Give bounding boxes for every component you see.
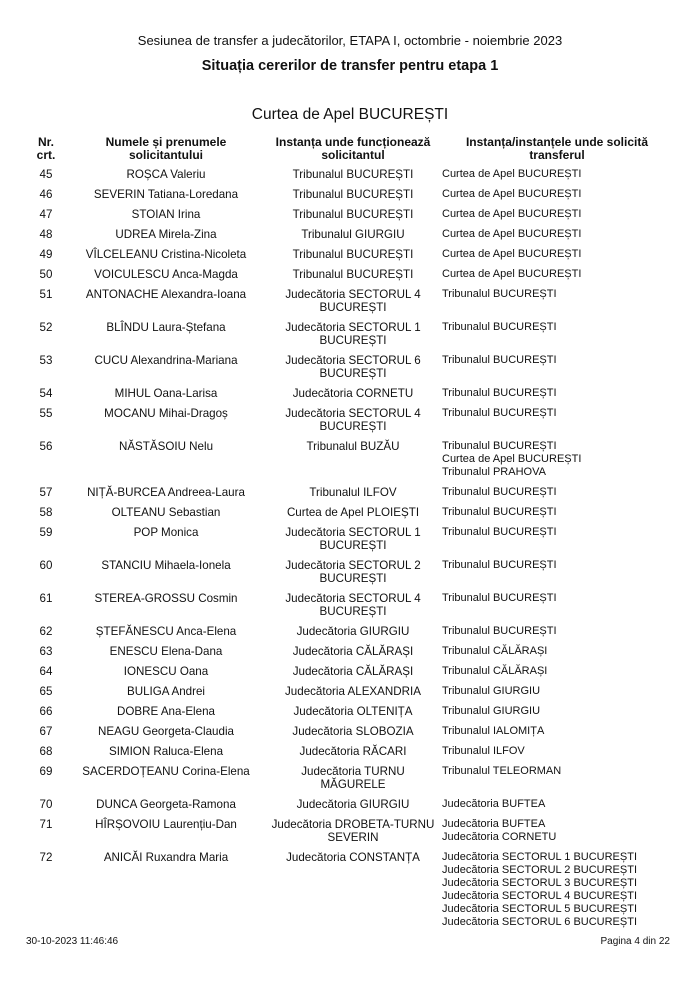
- current-institution: Judecătoria SECTORUL 1 BUCUREȘTI: [285, 321, 421, 347]
- row-number: 59: [39, 526, 53, 539]
- column-header-name: Numele și prenumele solicitantului: [105, 135, 227, 162]
- requested-institution: Tribunalul BUCUREȘTI: [442, 526, 557, 538]
- row-number: 63: [39, 645, 53, 658]
- table-row: [26, 387, 674, 407]
- requested-institution: Tribunalul BUCUREȘTI: [442, 559, 557, 571]
- current-institution: Judecătoria DROBETA-TURNU SEVERIN: [271, 818, 435, 844]
- row-number: 46: [39, 188, 53, 201]
- requested-institution: Curtea de Apel BUCUREȘTI: [442, 453, 582, 465]
- requested-institutions: [440, 407, 674, 440]
- requested-institutions: [440, 208, 674, 228]
- applicant-name: VÎLCELEANU Cristina-Nicoleta: [85, 248, 247, 261]
- row-number: 60: [39, 559, 53, 572]
- table-row: [26, 268, 674, 288]
- applicant-name: HÎRȘOVOIU Laurențiu-Dan: [95, 818, 237, 831]
- table-row: [26, 168, 674, 188]
- row-number: 57: [39, 486, 53, 499]
- requested-institution: Curtea de Apel BUCUREȘTI: [442, 248, 582, 260]
- current-institution: Tribunalul BUCUREȘTI: [292, 188, 414, 201]
- current-institution: Judecătoria SECTORUL 4 BUCUREȘTI: [285, 592, 421, 618]
- column-header-institution: Instanța unde funcționează solicitantul: [275, 135, 431, 162]
- current-institution: Tribunalul BUCUREȘTI: [292, 168, 414, 181]
- row-number: 61: [39, 592, 53, 605]
- row-number: 69: [39, 765, 53, 778]
- requested-institutions: [440, 665, 674, 685]
- current-institution: Judecătoria RĂCARI: [299, 745, 407, 758]
- row-number: 68: [39, 745, 53, 758]
- requested-institution: Tribunalul BUCUREȘTI: [442, 592, 557, 604]
- table-header-row: [26, 136, 674, 168]
- table-row: [26, 486, 674, 506]
- requested-institutions: [440, 486, 674, 506]
- applicant-name: DUNCA Georgeta-Ramona: [96, 798, 236, 811]
- table-row: [26, 625, 674, 645]
- row-number: 65: [39, 685, 53, 698]
- requested-institution: Tribunalul BUCUREȘTI: [442, 354, 557, 366]
- current-institution: Judecătoria CORNETU: [292, 387, 414, 400]
- row-number: 71: [39, 818, 53, 831]
- current-institution: Tribunalul GIURGIU: [301, 228, 405, 241]
- requested-institutions: [440, 851, 674, 936]
- current-institution: Judecătoria SECTORUL 4 BUCUREȘTI: [285, 288, 421, 314]
- current-institution: Judecătoria SECTORUL 1 BUCUREȘTI: [285, 526, 421, 552]
- requested-institution: Curtea de Apel BUCUREȘTI: [442, 228, 582, 240]
- applicant-name: ȘTEFĂNESCU Anca-Elena: [95, 625, 237, 638]
- applicant-name: UDREA Mirela-Zina: [115, 228, 217, 241]
- table-row: [26, 407, 674, 440]
- column-header-requested: Instanța/instanțele unde solicită transferul: [465, 135, 649, 162]
- requested-institution: Curtea de Apel BUCUREȘTI: [442, 188, 582, 200]
- applicant-name: ANICĂI Ruxandra Maria: [103, 851, 229, 864]
- applicant-name: OLTEANU Sebastian: [111, 506, 221, 519]
- current-institution: Judecătoria CONSTANȚA: [286, 851, 420, 864]
- table-row: [26, 506, 674, 526]
- row-number: 66: [39, 705, 53, 718]
- applicant-name: STANCIU Mihaela-Ionela: [101, 559, 231, 572]
- requested-institution: Tribunalul TELEORMAN: [442, 765, 562, 777]
- requested-institution: Curtea de Apel BUCUREȘTI: [442, 208, 582, 220]
- requested-institution: Curtea de Apel BUCUREȘTI: [442, 168, 582, 180]
- applicant-name: DOBRE Ana-Elena: [117, 705, 215, 718]
- applicant-name: MOCANU Mihai-Dragoș: [104, 407, 228, 420]
- requested-institutions: [440, 645, 674, 665]
- requested-institution: Tribunalul GIURGIU: [442, 705, 541, 717]
- row-number: 62: [39, 625, 53, 638]
- applicant-name: STEREA-GROSSU Cosmin: [94, 592, 238, 605]
- current-institution: Judecătoria CĂLĂRAȘI: [292, 665, 414, 678]
- table-row: [26, 798, 674, 818]
- requested-institutions: [440, 354, 674, 387]
- requested-institution: Tribunalul CĂLĂRAȘI: [442, 665, 548, 677]
- applicant-name: MIHUL Oana-Larisa: [114, 387, 218, 400]
- requested-institution: Tribunalul BUCUREȘTI: [442, 486, 557, 498]
- row-number: 55: [39, 407, 53, 420]
- requested-institutions: [440, 188, 674, 208]
- applicant-name: ROȘCA Valeriu: [126, 168, 206, 181]
- table-row: [26, 354, 674, 387]
- table-row: [26, 645, 674, 665]
- requested-institution: Tribunalul BUCUREȘTI: [442, 440, 557, 452]
- requested-institution: Tribunalul BUCUREȘTI: [442, 321, 557, 333]
- table-row: [26, 188, 674, 208]
- transfer-requests-table: [26, 136, 674, 936]
- requested-institutions: [440, 559, 674, 592]
- requested-institutions: [440, 745, 674, 765]
- table-row: [26, 208, 674, 228]
- table-row: [26, 440, 674, 486]
- current-institution: Judecătoria OLTENIȚA: [293, 705, 413, 718]
- requested-institutions: [440, 625, 674, 645]
- row-number: 51: [39, 288, 53, 301]
- requested-institutions: [440, 705, 674, 725]
- requested-institution: Tribunalul PRAHOVA: [442, 466, 546, 478]
- table-row: [26, 851, 674, 936]
- table-row: [26, 248, 674, 268]
- requested-institution: Judecătoria SECTORUL 5 BUCUREȘTI: [442, 903, 638, 915]
- applicant-name: POP Monica: [133, 526, 199, 539]
- table-row: [26, 288, 674, 321]
- current-institution: Judecătoria SECTORUL 4 BUCUREȘTI: [285, 407, 421, 433]
- requested-institution: Judecătoria SECTORUL 2 BUCUREȘTI: [442, 864, 638, 876]
- applicant-name: ANTONACHE Alexandra-Ioana: [85, 288, 247, 301]
- current-institution: Judecătoria GIURGIU: [296, 625, 410, 638]
- table-row: [26, 818, 674, 851]
- requested-institutions: [440, 288, 674, 321]
- table-row: [26, 665, 674, 685]
- applicant-name: IONESCU Oana: [123, 665, 209, 678]
- table-row: [26, 592, 674, 625]
- requested-institution: Tribunalul BUCUREȘTI: [442, 387, 557, 399]
- row-number: 58: [39, 506, 53, 519]
- table-row: [26, 705, 674, 725]
- applicant-name: NĂSTĂSOIU Nelu: [118, 440, 214, 453]
- applicant-name: ENESCU Elena-Dana: [109, 645, 223, 658]
- current-institution: Judecătoria TURNU MĂGURELE: [301, 765, 405, 791]
- row-number: 49: [39, 248, 53, 261]
- row-number: 54: [39, 387, 53, 400]
- requested-institution: Judecătoria CORNETU: [442, 831, 557, 843]
- row-number: 47: [39, 208, 53, 221]
- row-number: 64: [39, 665, 53, 678]
- current-institution: Judecătoria GIURGIU: [296, 798, 410, 811]
- current-institution: Tribunalul BUCUREȘTI: [292, 268, 414, 281]
- requested-institution: Tribunalul ILFOV: [442, 745, 525, 757]
- table-row: [26, 228, 674, 248]
- requested-institution: Tribunalul BUCUREȘTI: [442, 407, 557, 419]
- current-institution: Tribunalul BUCUREȘTI: [292, 208, 414, 221]
- current-institution: Tribunalul BUZĂU: [306, 440, 400, 453]
- current-institution: Judecătoria ALEXANDRIA: [285, 685, 421, 698]
- requested-institution: Judecătoria SECTORUL 3 BUCUREȘTI: [442, 877, 638, 889]
- requested-institution: Tribunalul BUCUREȘTI: [442, 288, 557, 300]
- current-institution: Judecătoria SECTORUL 6 BUCUREȘTI: [285, 354, 421, 380]
- requested-institutions: [440, 440, 674, 486]
- document-title: Situația cererilor de transfer pentru etapa 1: [201, 58, 499, 74]
- requested-institutions: [440, 685, 674, 705]
- current-institution: Judecătoria SECTORUL 2 BUCUREȘTI: [285, 559, 421, 585]
- requested-institutions: [440, 506, 674, 526]
- current-institution: Tribunalul ILFOV: [309, 486, 397, 499]
- requested-institutions: [440, 798, 674, 818]
- current-institution: Curtea de Apel PLOIEȘTI: [286, 506, 420, 519]
- row-number: 70: [39, 798, 53, 811]
- row-number: 45: [39, 168, 53, 181]
- requested-institutions: [440, 818, 674, 851]
- requested-institution: Judecătoria SECTORUL 4 BUCUREȘTI: [442, 890, 638, 902]
- row-number: 72: [39, 851, 53, 864]
- table-body: [26, 168, 674, 936]
- applicant-name: SIMION Raluca-Elena: [108, 745, 224, 758]
- applicant-name: NIȚĂ-BURCEA Andreea-Laura: [87, 486, 245, 499]
- row-number: 50: [39, 268, 53, 281]
- current-institution: Tribunalul BUCUREȘTI: [292, 248, 414, 261]
- applicant-name: NEAGU Georgeta-Claudia: [98, 725, 234, 738]
- requested-institutions: [440, 248, 674, 268]
- requested-institution: Tribunalul BUCUREȘTI: [442, 625, 557, 637]
- current-institution: Judecătoria CĂLĂRAȘI: [292, 645, 414, 658]
- row-number: 53: [39, 354, 53, 367]
- requested-institution: Tribunalul GIURGIU: [442, 685, 541, 697]
- applicant-name: BULIGA Andrei: [127, 685, 205, 698]
- row-number: 48: [39, 228, 53, 241]
- requested-institution: Judecătoria SECTORUL 1 BUCUREȘTI: [442, 851, 638, 863]
- applicant-name: BLÎNDU Laura-Ștefana: [106, 321, 226, 334]
- requested-institution: Judecătoria BUFTEA: [442, 798, 546, 810]
- requested-institution: Tribunalul CĂLĂRAȘI: [442, 645, 548, 657]
- timestamp: 30-10-2023 11:46:46: [26, 936, 119, 947]
- requested-institutions: [440, 725, 674, 745]
- requested-institutions: [440, 268, 674, 288]
- table-row: [26, 745, 674, 765]
- current-institution: Judecătoria SLOBOZIA: [292, 725, 414, 738]
- requested-institution: Judecătoria BUFTEA: [442, 818, 546, 830]
- requested-institution: Judecătoria SECTORUL 6 BUCUREȘTI: [442, 916, 638, 928]
- requested-institutions: [440, 387, 674, 407]
- row-number: 56: [39, 440, 53, 453]
- table-row: [26, 526, 674, 559]
- table-row: [26, 321, 674, 354]
- row-number: 52: [39, 321, 53, 334]
- applicant-name: STOIAN Irina: [131, 208, 201, 221]
- applicant-name: VOICULESCU Anca-Magda: [94, 268, 238, 281]
- requested-institutions: [440, 765, 674, 798]
- table-row: [26, 559, 674, 592]
- row-number: 67: [39, 725, 53, 738]
- table-row: [26, 765, 674, 798]
- table-row: [26, 725, 674, 745]
- session-heading: Sesiunea de transfer a judecătorilor, ETAPA I, octombrie - noiembrie 2023: [137, 33, 563, 48]
- page-number: Pagina 4 din 22: [600, 936, 670, 947]
- requested-institution: Tribunalul IALOMIȚA: [442, 725, 545, 737]
- court-heading: Curtea de Apel BUCUREȘTI: [251, 106, 449, 123]
- requested-institutions: [440, 228, 674, 248]
- table-row: [26, 685, 674, 705]
- applicant-name: CUCU Alexandrina-Mariana: [94, 354, 238, 367]
- requested-institution: Curtea de Apel BUCUREȘTI: [442, 268, 582, 280]
- applicant-name: SACERDOȚEANU Corina-Elena: [82, 765, 250, 778]
- requested-institutions: [440, 321, 674, 354]
- requested-institution: Tribunalul BUCUREȘTI: [442, 506, 557, 518]
- requested-institutions: [440, 592, 674, 625]
- requested-institutions: [440, 526, 674, 559]
- column-header-nr: Nr. crt.: [36, 135, 56, 162]
- applicant-name: SEVERIN Tatiana-Loredana: [93, 188, 239, 201]
- requested-institutions: [440, 168, 674, 188]
